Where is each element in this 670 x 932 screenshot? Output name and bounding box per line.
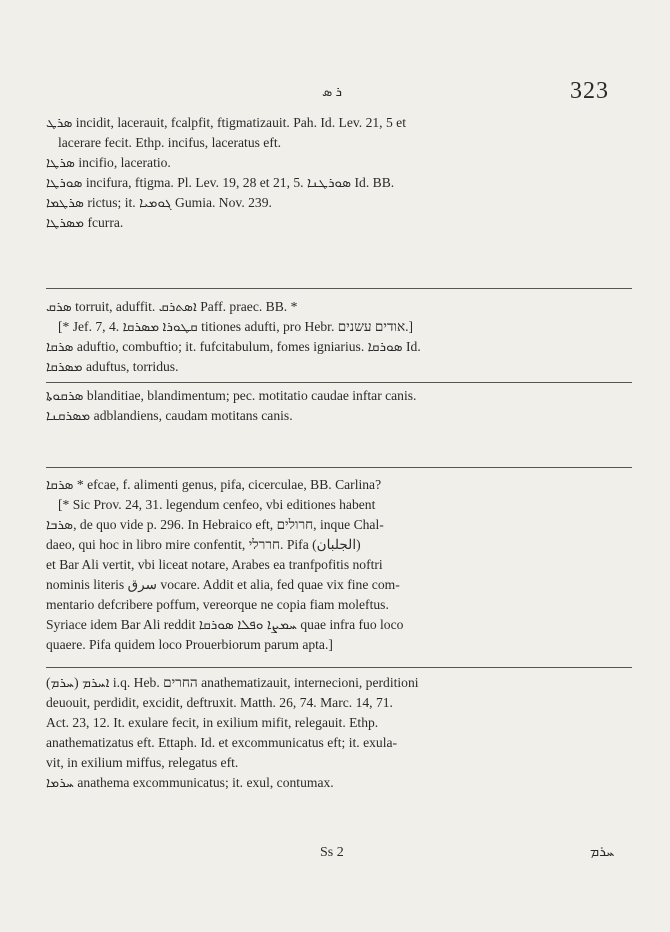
entry-block-4 [46, 475, 632, 655]
text-line: [* Sic Prov. 24, 31. legendum cenfeo, vbi editiones habent [58, 497, 376, 512]
text-line: ܣܪܩܘܬܐ blanditiae, blandimentum; pec. motitatio caudae inftar canis. [46, 388, 417, 403]
text-line: ܣܪܛ incidit, lacerauit, fcalpfit, ftigmatizauit. Pah. Id. Lev. 21, 5 et [46, 115, 406, 130]
text-line: lacerare fecit. Ethp. incifus, laceratus eft. [58, 135, 282, 150]
text-line: ܣܪܒܐ, de quo vide p. 296. In Hebraico eft, חרולים, inque Chal- [46, 517, 384, 532]
section-rule [46, 288, 632, 289]
text-line: Act. 23, 12. It. exulare fecit, in exilium mifit, relegauit. Ethp. [46, 715, 379, 730]
text-line: ܡܣܪܩܐ aduftus, torridus. [46, 359, 179, 374]
text-line: ܡܣܪܛܐ fcurra. [46, 215, 124, 230]
text-line: [* Jef. 7, 4. ܩܛܘܪܐ ܡܣܪܩܐ titiones adufti, pro Hebr. אודים עשנים.] [58, 319, 414, 334]
text-line: anathematizatus eft. Ettaph. Id. et excommunicatus eft; it. exula- [46, 735, 398, 750]
text-line: ܚܪܡܐ anathema excommunicatus; it. exul, contumax. [46, 775, 334, 790]
text-line: ܣܪܩܐ aduftio, combuftio; it. fufcitabulum, fomes igniarius. ܣܘܪܩܐ Id. [46, 339, 421, 354]
text-line: quaere. Pifa quidem loco Prouerbiorum parum apta.] [46, 637, 333, 652]
header-center-mark: ܪ ܣ [322, 84, 342, 99]
text-line: deuouit, perdidit, excidit, deftruxit. Matth. 26, 74. Marc. 14, 71. [46, 695, 393, 710]
entry-block-5 [46, 673, 632, 793]
section-rule [46, 467, 632, 468]
text-line: Syriace idem Bar Ali reddit ܚܡܨܐ ܘܦܠܐ ܣܘܪܩܐ quae infra fuo loco [46, 617, 404, 632]
text-line: ܣܘܪܛܐ incifura, ftigma. Pl. Lev. 19, 28 et 21, 5. ܣܘܪܛܢܐ Id. BB. [46, 175, 395, 190]
text-line: nominis literis سرق vocare. Addit et alia, fed quae vix fine com- [46, 577, 400, 592]
text-line: (ܚܪܡ) ܐܚܪܡ i.q. Heb. החרים anathematizauit, internecioni, perditioni [46, 675, 419, 690]
text-line: ܡܣܪܩܢܐ adblandiens, caudam motitans canis. [46, 408, 293, 423]
text-line: mentario defcribere poffum, vereorque ne copia fiam moleftus. [46, 597, 389, 612]
section-rule [46, 667, 632, 668]
text-line: daeo, qui hoc in libro mire confentit, חררלי. Pifa (الجلبان) [46, 537, 361, 552]
entry-block-2 [46, 297, 632, 377]
text-line: et Bar Ali vertit, vbi liceat notare, Arabes ea tranfpofitis noftri [46, 557, 383, 572]
section-rule [46, 382, 632, 383]
catchword: ܚܪܡ [590, 845, 615, 860]
text-line: ܣܪܛܐ incifio, laceratio. [46, 155, 171, 170]
text-line: vit, in exilium miffus, relegatus eft. [46, 755, 239, 770]
signature-mark: Ss 2 [320, 845, 344, 860]
page-number: 323 [570, 78, 609, 104]
entry-block-3 [46, 386, 632, 426]
text-line: ܣܪܛܡܐ rictus; it. ܓܘܡܝܐ Gumia. Nov. 239. [46, 195, 272, 210]
text-line: ܣܪܩ torruit, aduffit. ܐܣܬܪܩ Paff. praec. BB. * [46, 299, 298, 314]
entry-block-1 [46, 113, 632, 233]
text-line: ܣܪܩܐ * efcae, f. alimenti genus, pifa, cicerculae, BB. Carlina? [46, 477, 382, 492]
